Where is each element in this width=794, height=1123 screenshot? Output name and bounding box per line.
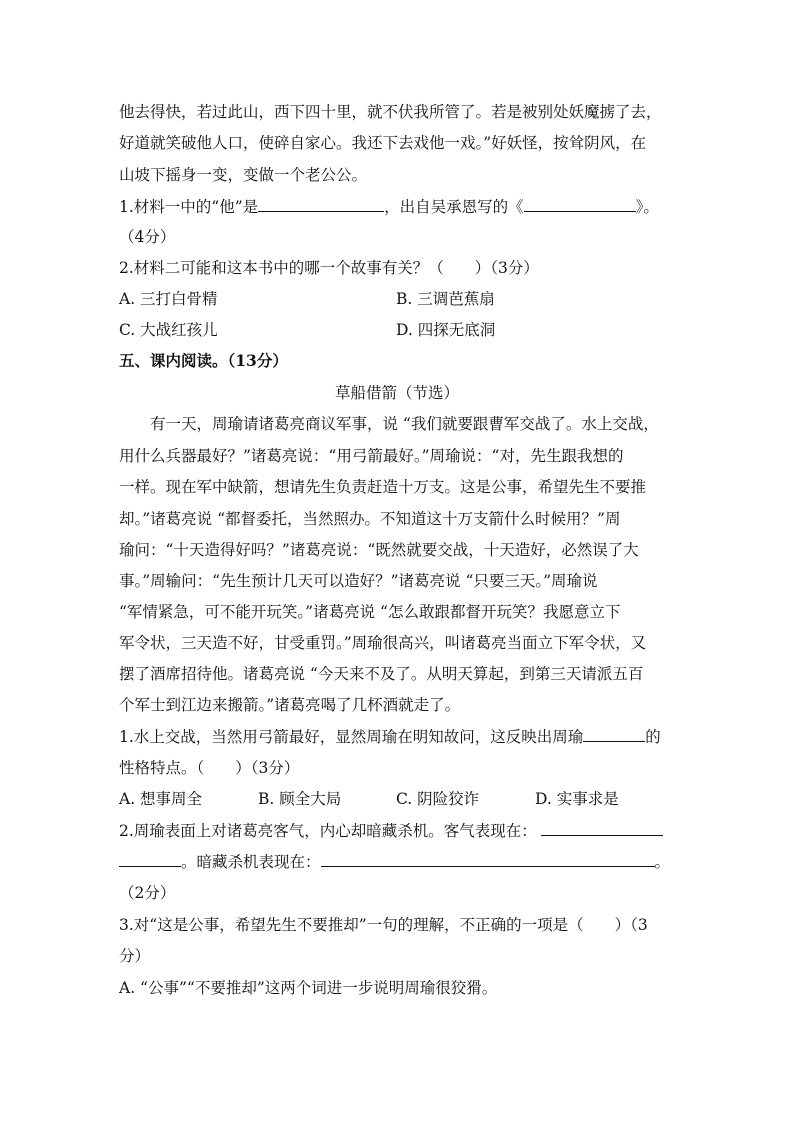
passage-title: 草船借箭（节选）	[334, 384, 459, 402]
s5-q2-text: 2.周瑜表面上对诸葛亮客气，内心却暗藏杀机。客气表现在：	[119, 822, 537, 840]
s5-q2-blank-polite-2[interactable]	[119, 852, 181, 867]
passage-line-9: 摆了酒席招待他。诸葛亮说 “今天来不及了。从明天算起，到第三天请派五百	[119, 665, 644, 683]
s5-q1-option-c[interactable]: C. 阴险狡诈	[396, 790, 480, 808]
s5-question-1	[119, 726, 661, 748]
s5-q1-blank[interactable]	[583, 727, 645, 742]
s4-q1-blank-book[interactable]	[524, 197, 636, 212]
s4-q2-option-c[interactable]: C. 大战红孩儿	[119, 321, 218, 339]
s5-question-3: 3.对“这是公事，希望先生不要推却”一句的理解，不正确的一项是（ ）（3	[119, 916, 648, 934]
passage-line-5: 瑜问：“十天造得好吗？”诸葛亮说：“既然就要交战，十天造好，必然误了大	[119, 541, 639, 559]
s5-q2-end: 。	[654, 853, 671, 871]
s5-q1-option-a[interactable]: A. 想事周全	[119, 790, 203, 808]
passage-line-10: 个军士到江边来搬箭。”诸葛亮喝了几杯酒就走了。	[119, 696, 461, 714]
s4-q2-option-d[interactable]: D. 四探无底洞	[396, 321, 496, 339]
s4-q1-prefix: 1.材料一中的“他”是	[119, 198, 259, 216]
s5-q2-blank-polite-1[interactable]	[541, 821, 663, 836]
passage-line-8: 军令状，三天造不好，甘受重罚。”周瑜很高兴，叫诸葛亮当面立下军令状，又	[119, 634, 647, 652]
s5-q1-prefix: 1.水上交战，当然用弓箭最好，显然周瑜在明知故问，这反映出周瑜	[119, 728, 584, 746]
s4-q1-suffix: 》。	[635, 198, 659, 216]
passage-line-3: 一样。现在军中缺箭，想请先生负责赶造十万支。这是公事，希望先生不要推	[119, 478, 647, 496]
s5-q1-option-d[interactable]: D. 实事求是	[535, 790, 619, 808]
s4-question-1	[119, 196, 659, 218]
s5-q1-line-2: 性格特点。（ ）（3分）	[119, 759, 300, 777]
section-5-heading: 五、课内阅读。（13分）	[119, 351, 288, 370]
s5-question-2	[119, 820, 663, 842]
s5-q1-option-b[interactable]: B. 顾全大局	[258, 790, 342, 808]
s4-q2-option-a[interactable]: A. 三打白骨精	[119, 290, 218, 308]
s4-q1-score: （4分）	[119, 228, 176, 246]
s5-q1-suffix: 的	[645, 728, 661, 746]
passage-line-6: 事。”周输问：“先生预计几天可以造好？”诸葛亮说 “只要三天。”周瑜说	[119, 572, 598, 590]
material-line-2: 好道就笑破他人口，使碎自家心。我还下去戏他一戏。”好妖怪，按耸阴风，在	[119, 134, 647, 152]
passage-line-1: 有一天，周瑜请诸葛亮商议军事，说 “我们就要跟曹军交战了。水上交战，	[150, 415, 659, 433]
s5-q3-option-a[interactable]: A. “公事”“不要推却”这两个词进一步说明周瑜很狡猾。	[119, 979, 498, 997]
s4-q1-middle: ，出自吴承恩写的《	[384, 198, 524, 216]
s5-q2-mid: 。暗藏杀机表现在：	[181, 853, 321, 871]
s5-q2-blank-hostile[interactable]	[321, 852, 655, 867]
material-line-1: 他去得快，若过此山，西下四十里，就不伏我所管了。若是被别处妖魔掳了去，	[119, 103, 662, 121]
s4-q1-blank-name[interactable]	[258, 197, 384, 212]
s4-question-2: 2.材料二可能和这本书中的哪一个故事有关？（ ）（3分）	[119, 259, 539, 277]
s5-q3-line-2: 分）	[119, 947, 151, 965]
s5-q2-score: （2分）	[119, 884, 176, 902]
passage-line-4: 却。”诸葛亮说 “都督委托，当然照办。不知道这十万支箭什么时候用？”周	[119, 510, 621, 528]
s4-q2-option-b[interactable]: B. 三调芭蕉扇	[396, 290, 495, 308]
s5-q2-line-2	[119, 851, 670, 873]
passage-line-2: 用什么兵器最好？”诸葛亮说：“用弓箭最好。”周瑜说：“对，先生跟我想的	[119, 447, 624, 465]
material-line-3: 山坡下摇身一变，变做一个老公公。	[119, 166, 368, 184]
passage-line-7: “军情紧急，可不能开玩笑。”诸葛亮说 “怎么敢跟都督开玩笑？我愿意立下	[119, 603, 621, 621]
